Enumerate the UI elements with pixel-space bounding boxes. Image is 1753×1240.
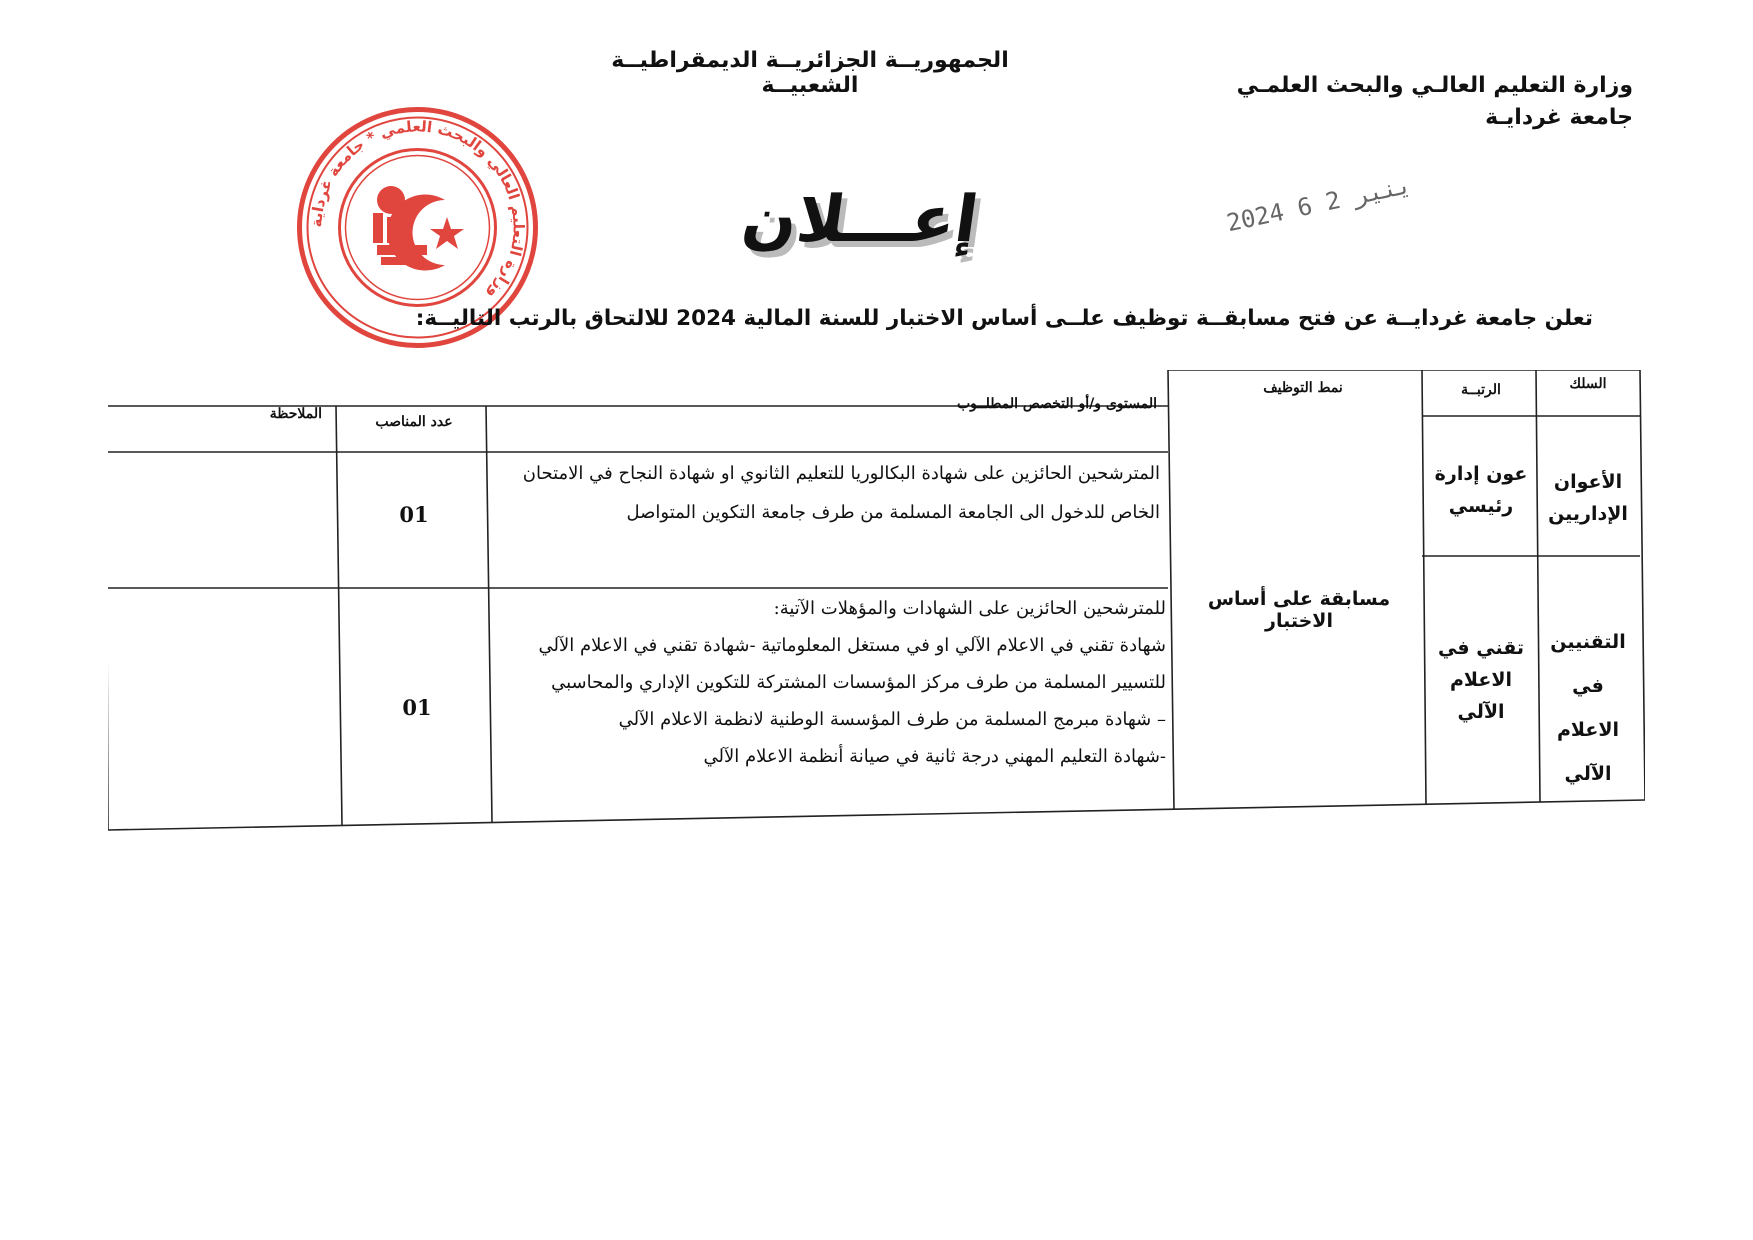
requirement-line: شهادة تقني في الاعلام الآلي او في مستغل المعلوماتية -شهادة تقني في الاعلام الآلي (538, 635, 1166, 656)
row1-requirements (498, 458, 1160, 528)
header-level: المستوى و/أو التخصص المطلــوب (957, 396, 1157, 412)
header-corps: السلك (1569, 376, 1607, 392)
row1-corps: الأعوان الإداريين (1548, 471, 1628, 525)
row2-posts: 01 (402, 695, 432, 720)
header-mode: نمط التوظيف (1263, 380, 1343, 396)
row1-rank: عون إدارة رئيسي (1434, 463, 1528, 517)
requirement-line: المترشحين الحائزين على شهادة البكالوريا للتعليم الثانوي او شهادة النجاح في الامتحان (522, 463, 1160, 484)
requirement-line: – شهادة مبرمج المسلمة من طرف المؤسسة الوطنية لانظمة الاعلام الآلي (618, 709, 1166, 730)
republic-name: الجمهوريــة الجزائريــة الديمقراطيــة الشعبيــة (611, 48, 1009, 98)
row2-rank: تقني في الاعلام الآلي (1437, 637, 1525, 723)
university-name: جامعة غردايـة (1485, 105, 1633, 130)
intro-paragraph: تعلن جامعة غردايــة عن فتح مسابقــة توظيف علــى أساس الاختبار للسنة المالية 2024 للالتحاق بالرتب التاليــة: (415, 306, 1593, 331)
recruitment-mode: مسابقة على أساس الاختبار (1207, 588, 1391, 632)
header-posts: عدد المناصب (375, 414, 453, 430)
requirement-line: للتسيير المسلمة من طرف مركز المؤسسات المشتركة للتكوين الإداري والمحاسبي (551, 672, 1166, 693)
seal-text: وزارة التعليم العالي والبحث العلمي * جامعة غرداية (307, 117, 528, 304)
vacancies-table (108, 370, 1645, 832)
header-rank: الرتبــة (1461, 382, 1501, 398)
row1-posts: 01 (399, 502, 429, 527)
requirement-line: للمترشحين الحائزين على الشهادات والمؤهلات الآتية: (773, 598, 1166, 619)
issuer-block (1237, 70, 1633, 134)
ministry-name: وزارة التعليم العالـي والبحث العلمـي (1236, 73, 1633, 98)
requirement-line: -شهادة التعليم المهني درجة ثانية في صيانة أنظمة الاعلام الآلي (703, 746, 1166, 767)
announcement-title: إعـــلان (737, 183, 983, 257)
date-stamp: 2024 ينير 2 6 (1224, 170, 1414, 238)
row2-requirements (498, 594, 1166, 771)
row2-corps: التقنيين في الاعلام الآلي (1550, 631, 1626, 785)
requirement-line: الخاص للدخول الى الجامعة المسلمة من طرف جامعة التكوين المتواصل (626, 502, 1160, 523)
header-note: الملاحظة (269, 406, 322, 422)
